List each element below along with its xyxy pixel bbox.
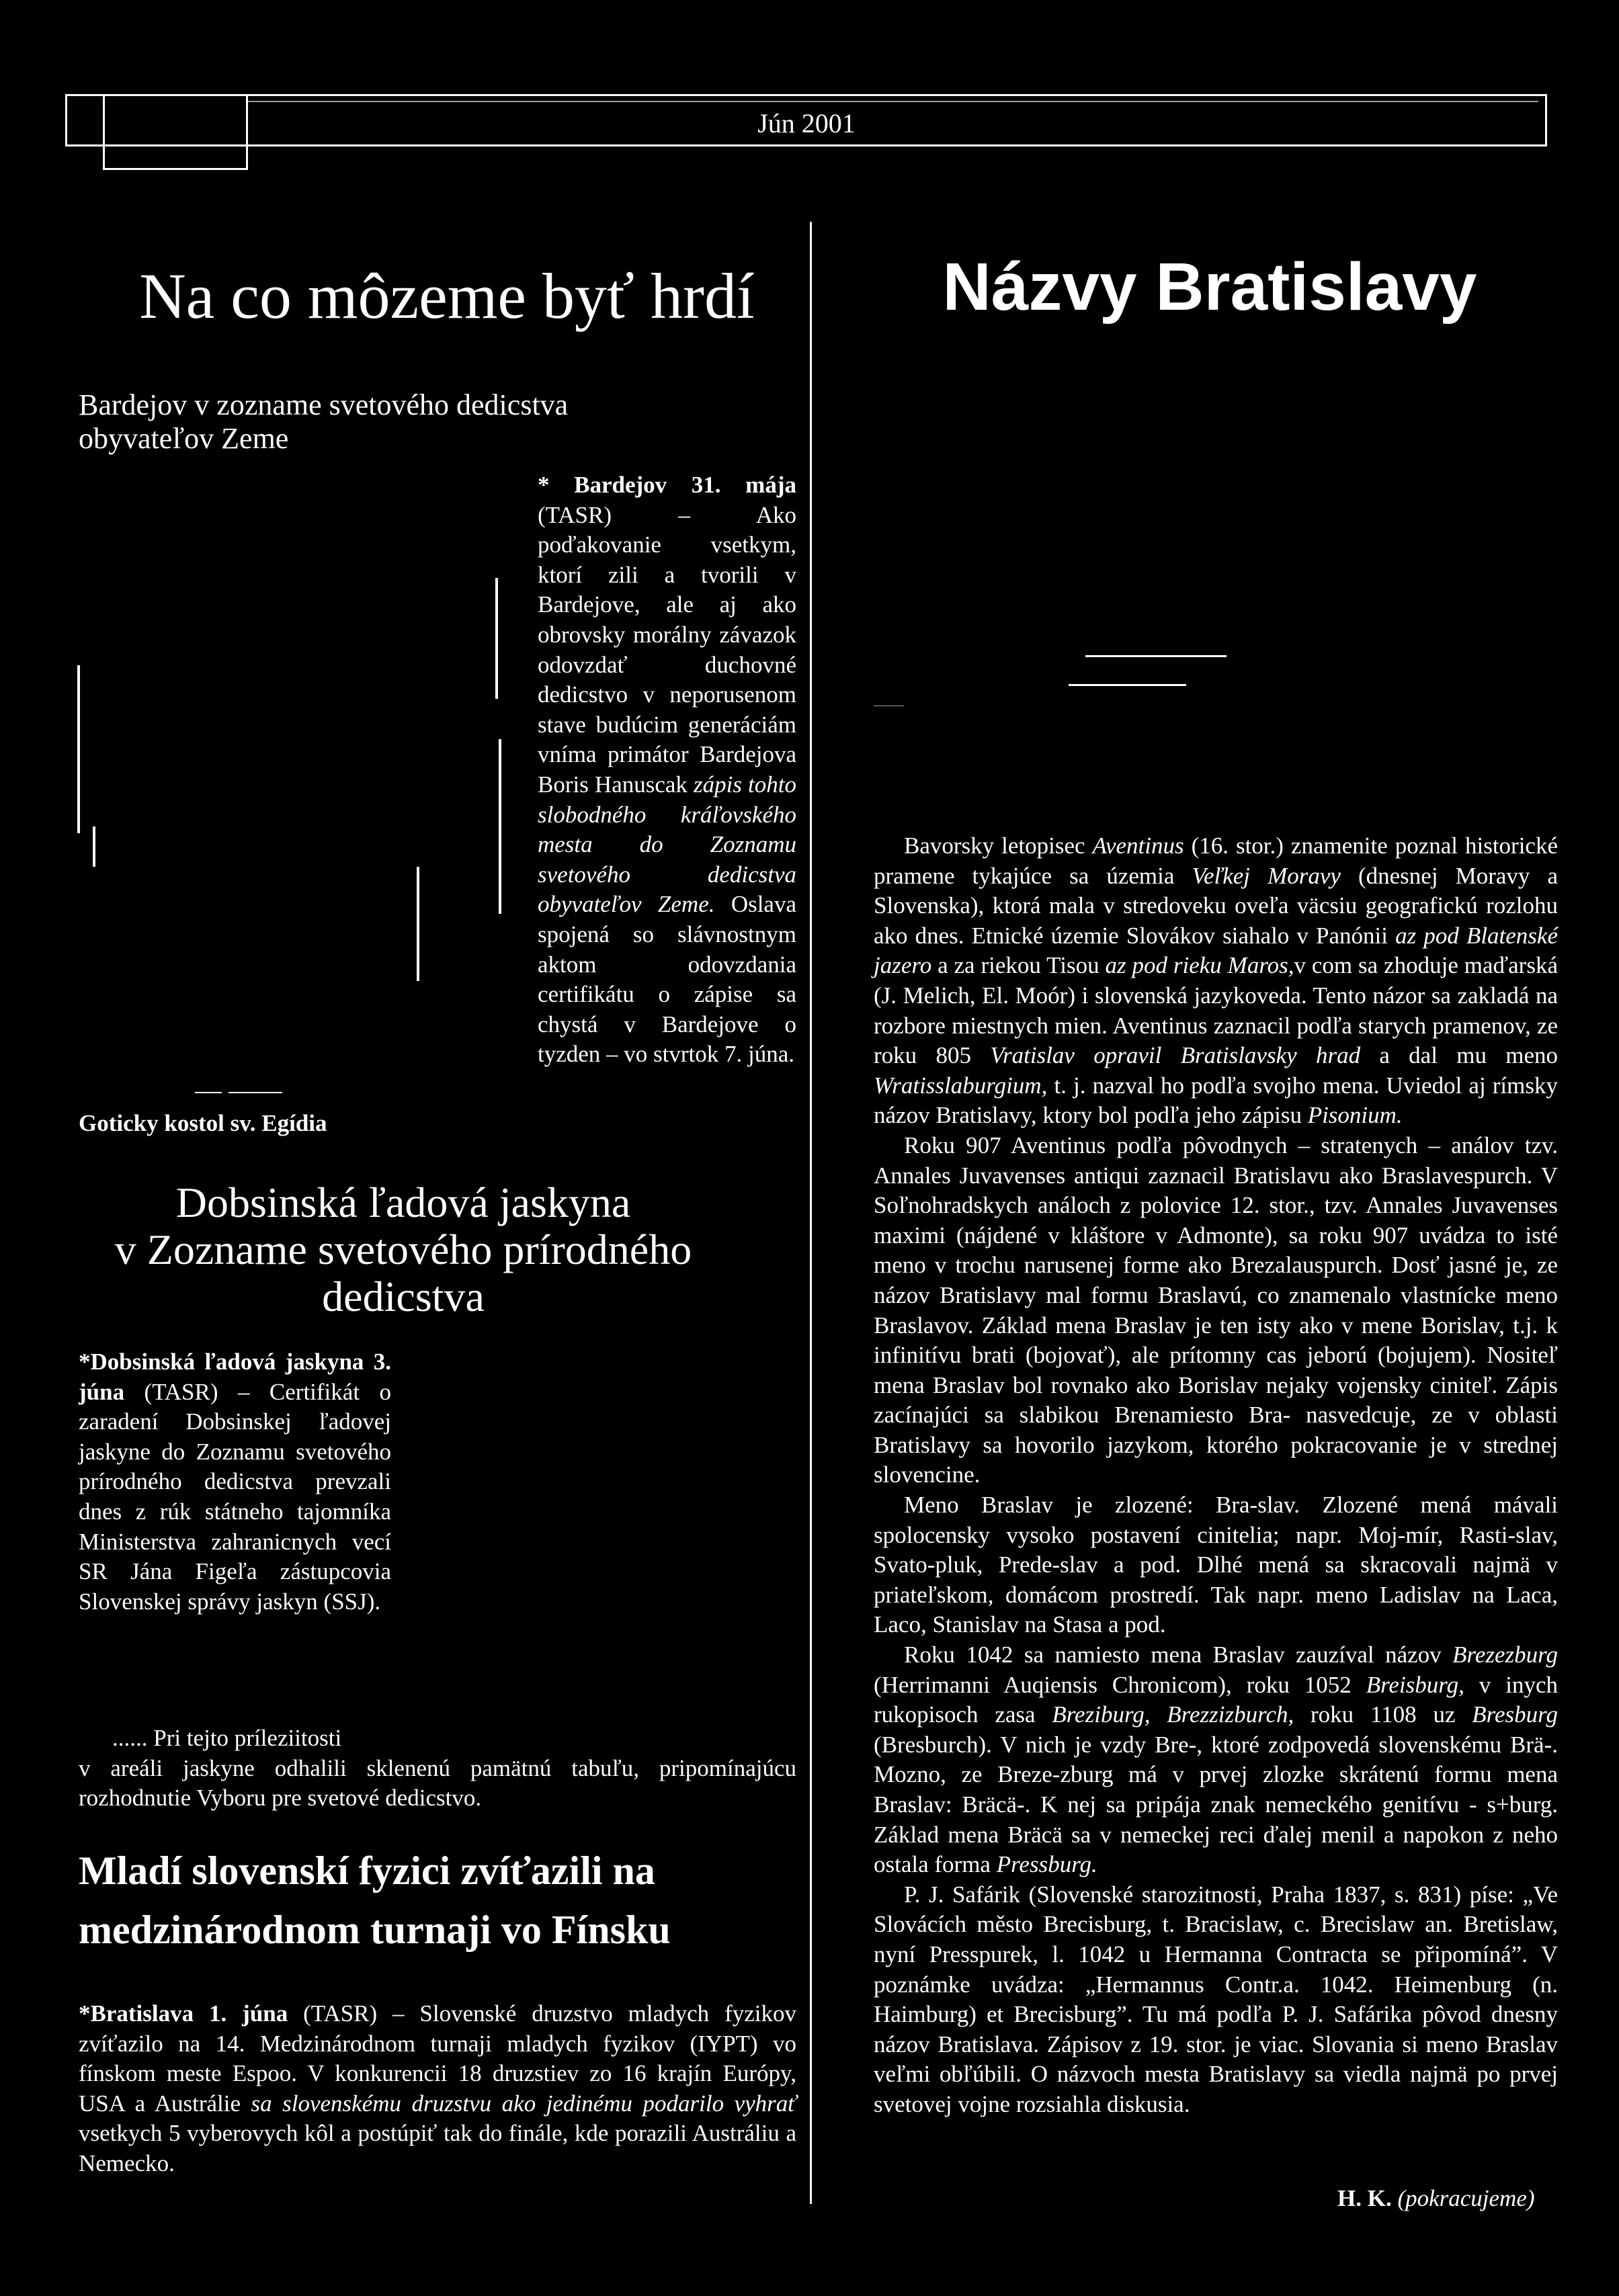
jaskyna-headline <box>67 1179 739 1320</box>
jaskyna-continuation <box>79 1724 796 1814</box>
jaskyna-cont-2: v areáli jaskyne odhalili sklenenú pamätnú tabuľu, pripomínajúcu rozhodnutie Vyboru pre svetové dedicstvo. <box>79 1754 796 1812</box>
nazvy-italic: Vratislav opravil Bratislavsky hrad <box>990 1042 1361 1069</box>
nazvy-text: (Herrimanni Auqiensis Chronicom), roku 1052 <box>874 1671 1366 1698</box>
right-page-title: Názvy Bratislavy <box>942 249 1477 325</box>
nazvy-italic: az pod rieku Maros, <box>1105 952 1294 979</box>
photo-caption: Goticky kostol sv. Egídia <box>79 1110 327 1136</box>
nazvy-italic: Pressburg. <box>996 1851 1097 1878</box>
bardejov-subhead: Bardejov v zozname svetového dedicstva obyvateľov Zeme <box>79 388 569 455</box>
signature-note: (pokracujeme) <box>1397 2185 1535 2211</box>
fyzici-text-2: vsetkych 5 vyberovych kôl a postúpiť tak do finále, kde porazili Austráliu a Nemecko. <box>79 2120 796 2176</box>
fyzici-italic: sa slovenskému druzstvu ako jedinému podarilo vyhrať <box>251 2090 796 2117</box>
nazvy-text: (16. stor.) znamenite poznal historické pramene tykajúce sa územia <box>874 833 1558 889</box>
nazvy-italic: Breziburg, Brezzizburch, <box>1052 1701 1294 1728</box>
left-page-title: Na co môzeme byť hrdí <box>139 260 755 332</box>
jaskyna-headline-line2: v Zozname svetového prírodného <box>114 1226 692 1273</box>
nazvy-text: t. j. nazval ho podľa svojho mena. Uviedol aj rímsky názov Bratislavy, ktory bol podľa jeho zápisu <box>874 1072 1558 1129</box>
jaskyna-article <box>79 1347 391 1617</box>
nazvy-text: (dnesnej Moravy a Slovenska), ktorá mala v stredoveku oveľa väcsiu geografickú rozlohu ako dnes. Etnické územie Slovákov siahalo v Panónii <box>874 862 1559 949</box>
nazvy-text: Roku 907 Aventinus podľa pôvodnych – stratenych – análov tzv. Annales Juvavenses antiqui zaznacil Bratislavu ako Braslavespurch. V Soľnohradskych análoch z polovice 12. stor., tzv. Annales Juvavenses maximi (nájdené v kláštore v Admonte), sa roku 907 uvádza to isté meno v trochu narusenej forme ako Brezalauspurch. Dosť jasné je, ze názov Bratislavy mal formu Braslavú, co znamenalo vlastnícke meno Braslavov. Základ mena Braslav je ten isty ako v mene Borislav, t.j. k infinitívu brati (bojovať), ale prítomny cas jeború (bojujem). Nositeľ mena Braslav bol rovnako ako Borislav nejaky vojensky ciniteľ. Zápis zacínajúci sa slabikou Brenamiesto Bra- nasvedcuje, ze v oblasti Bratislavy sa hovorilo jazykom, ktorého pokracovanie je v strednej slovencine. <box>874 1132 1558 1488</box>
nazvy-text: P. J. Safárik (Slovenské starozitnosti, Praha 1837, s. 831) píse: „Ve Slovácích město Brecisburg, t. Bracislaw, c. Brecislaw an. Bretislaw, nyní Presspurek, l. 1042 u Hermanna Contracta se připomíná”. V poznámke uvádza: „Hermannus Contr.a. 1042. Heimenburg (n. Haimburg) et Brecisburg”. Tu má podľa P. J. Safárika pôvod dnesny názov Bratislava. Zápisov z 19. stor. je viac. Slovania si meno Braslav veľmi obľúbili. O názvoch mesta Bratislavy sa viedla najmä po prvej svetovej vojne rozsiahla diskusia. <box>874 1881 1558 2117</box>
fyzici-headline <box>79 1841 818 1959</box>
nazvy-paragraph <box>874 1640 1558 1880</box>
fyzici-headline-line2: medzinárodnom turnaji vo Fínsku <box>79 1908 671 1952</box>
nazvy-italic: Brezezburg <box>1452 1642 1558 1668</box>
nazvy-text: Roku 1042 sa namiesto mena Braslav zauzíval názov <box>904 1642 1453 1668</box>
nazvy-text: Meno Braslav je zlozené: Bra-slav. Zlozené mená mávali spolocensky vysoko postavení cinitelia; napr. Moj-mír, Rasti-slav, Svato-pluk, Prede-slav a pod. Dlhé mená sa skracovali najmä v priateľskom, domácom prostredí. Tak napr. meno Ladislav na Laca, Laco, Stanislav na Stasa a pod. <box>874 1492 1558 1638</box>
bardejov-text-2: Oslava spojená so slávnostnym aktom odovzdania certifikátu o zápise sa chystá v Bardejove o tyzden – vo stvrtok 7. júna. <box>538 891 797 1068</box>
nazvy-italic: Pisonium. <box>1307 1102 1403 1129</box>
nazvy-article <box>874 831 1558 2120</box>
nazvy-paragraph <box>874 1490 1558 1640</box>
signature-name: H. K. <box>1337 2185 1392 2211</box>
issue-date: Jún 2001 <box>757 108 856 138</box>
jaskyna-cont-1: ...... Pri tejto príleziitosti <box>112 1725 342 1751</box>
nazvy-text: (Bresburch). V nich je vzdy Bre-, ktoré zodpovedá slovenskému Brä-. Mozno, ze Breze-zburg má v prvej zlozke skrátenú formu mena Braslav: Bräcä-. K nej sa pripája znak nemeckého genitívu - s+burg. Základ mena Bräcä sa v nemeckej reci ďalej menil a napokon z neho ostala forma <box>874 1731 1558 1878</box>
nazvy-text: Bavorsky letopisec <box>904 833 1093 859</box>
jaskyna-lead: *Dobsinská ľadová jaskyna 3. júna <box>79 1349 391 1405</box>
bardejov-lead: * Bardejov 31. mája <box>538 472 796 498</box>
nazvy-italic: az pod Blatenské jazero <box>874 922 1558 979</box>
nazvy-text: a dal mu meno <box>1360 1042 1559 1069</box>
nazvy-text: a za riekou Tisou <box>931 952 1106 979</box>
nazvy-paragraph <box>874 831 1558 1131</box>
signature <box>1337 2185 1535 2212</box>
jaskyna-headline-line1: Dobsinská ľadová jaskyna <box>175 1179 631 1226</box>
bardejov-article <box>538 470 796 1070</box>
nazvy-italic: Breisburg, <box>1366 1671 1464 1698</box>
fyzici-text-1: (TASR) – Slovenské druzstvo mladych fyzikov zvíťazilo na 14. Medzinárodnom turnaji mladych fyzikov (IYPT) vo fínskom meste Espoo. V konkurencii 18 druzstiev zo 16 krajín Európy, USA a Austrálie <box>79 2000 796 2117</box>
nazvy-italic: Veľkej Moravy <box>1192 862 1341 889</box>
fyzici-headline-line1: Mladí slovenskí fyzici zvíťazili na <box>79 1848 655 1893</box>
bardejov-text-1: (TASR) – Ako poďakovanie vsetkym, ktorí zili a tvorili v Bardejove, ale aj ako obrovsky morálny závazok odovzdať duchovné dedicstvo v neporusenom stave budúcim generáciám vníma primátor Bardejova Boris Hanuscak <box>538 501 796 798</box>
nazvy-text: v inych rukopisoch zasa <box>874 1671 1558 1728</box>
jaskyna-text: (TASR) – Certifikát o zaradení Dobsinskej ľadovej jaskyne do Zoznamu svetového prírodného dedicstva prevzali dnes z rúk státneho tajomníka Ministerstva zahranicnych vecí SR Jána Figeľa zástupcovia Slovenskej správy jaskyn (SSJ). <box>79 1378 391 1615</box>
fyzici-lead: *Bratislava 1. júna <box>79 2000 288 2027</box>
nazvy-text: v com sa zhoduje maďarská (J. Melich, El. Moór) i slovenská jazykoveda. Tento názor sa zakladá na rozbore miestnych mien. Aventinus zaznacil podľa starych pramenov, ze roku 805 <box>874 952 1558 1069</box>
nazvy-paragraph <box>874 1131 1558 1490</box>
nazvy-italic: Aventinus <box>1092 833 1184 859</box>
nazvy-paragraph <box>874 1880 1558 2120</box>
nazvy-text: roku 1108 uz <box>1294 1701 1472 1728</box>
fyzici-article <box>79 1999 796 2179</box>
nazvy-italic: Wratisslaburgium, <box>874 1072 1048 1099</box>
bardejov-italic: zápis tohto slobodného kráľovského mesta do Zoznamu svetového dedicstva obyvateľov Zeme. <box>538 771 796 918</box>
jaskyna-headline-line3: dedicstva <box>322 1273 485 1320</box>
nazvy-italic: Bresburg <box>1472 1701 1558 1728</box>
